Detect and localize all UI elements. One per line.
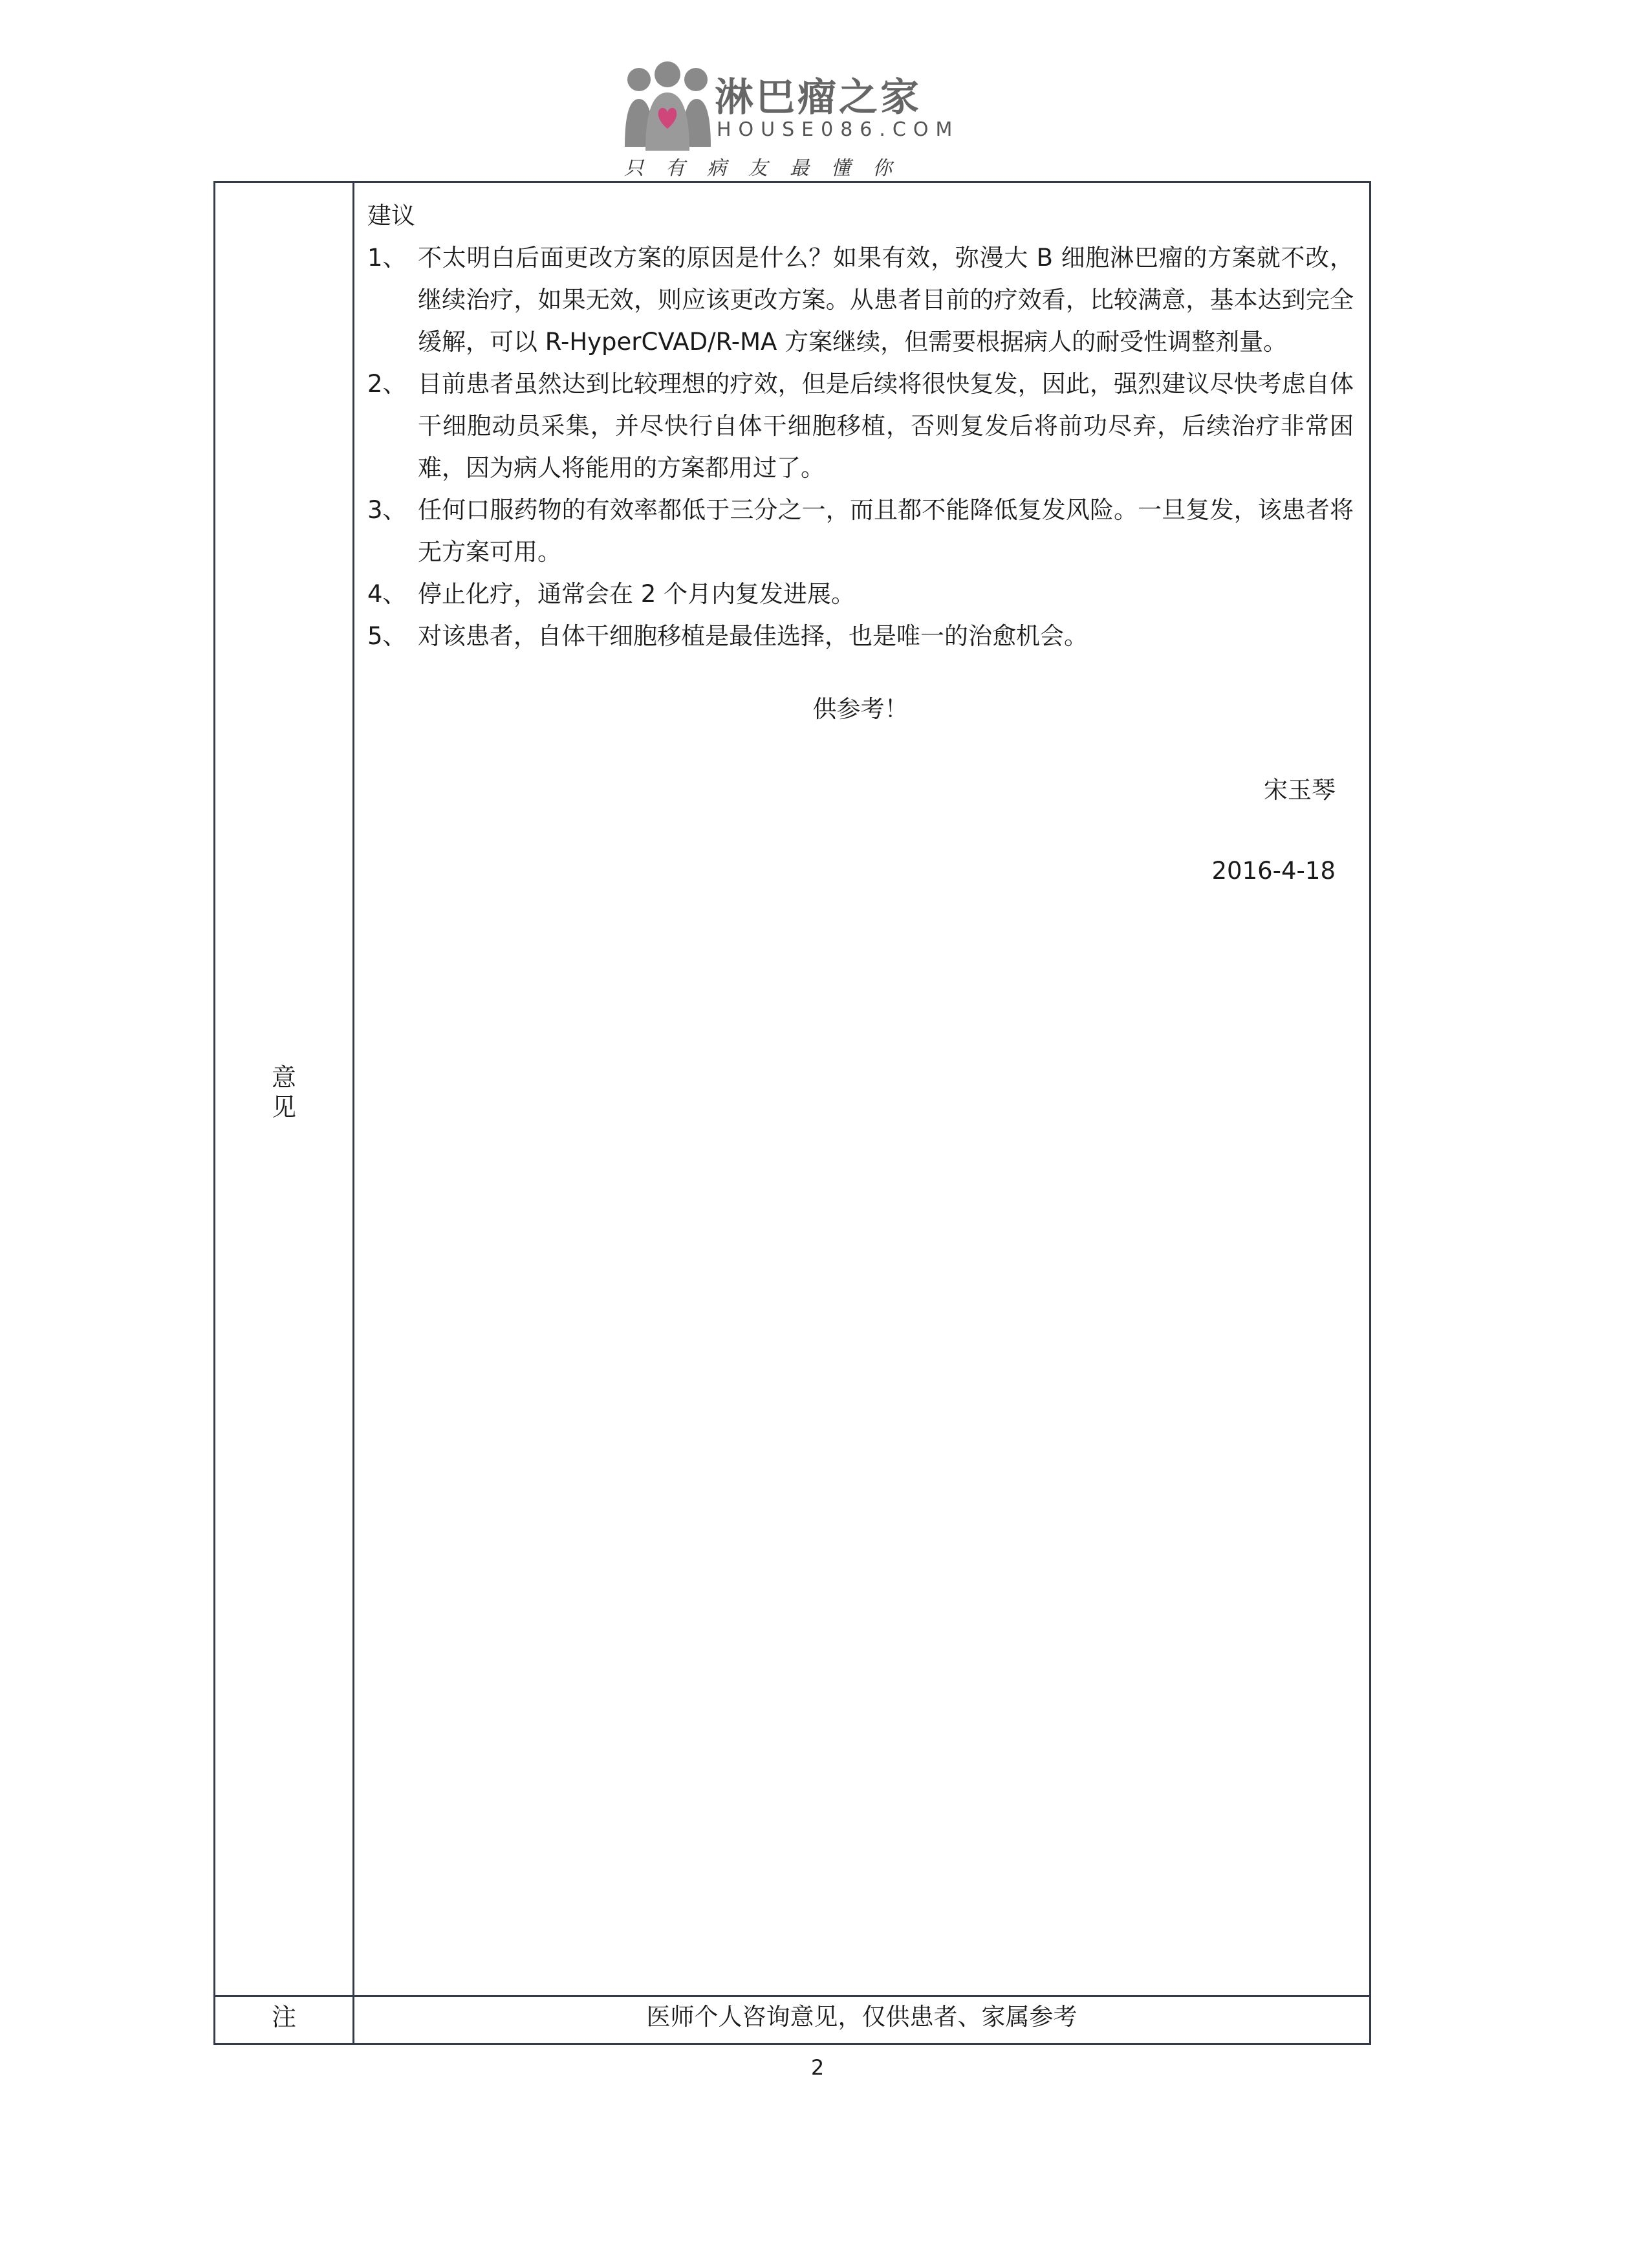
opinion-date: 2016-4-18 <box>1211 857 1336 885</box>
opinion-content <box>367 195 1354 892</box>
list-item <box>367 489 1354 573</box>
note-label: 注 <box>271 2003 296 2031</box>
item-text: 对该患者，自体干细胞移植是最佳选择，也是唯一的治愈机会。 <box>418 622 1088 650</box>
people-heart-logo-icon <box>621 61 715 152</box>
letterhead <box>621 61 960 184</box>
item-number: 2、 <box>367 370 407 398</box>
list-item <box>367 363 1354 489</box>
item-number: 4、 <box>367 580 407 608</box>
item-text: 不太明白后面更改方案的原因是什么？如果有效，弥漫大 B 细胞淋巴瘤的方案就不改，继续治疗，如果无效，则应该更改方案。从患者目前的疗效看，比较满意，基本达到完全缓解，可以 R-HyperCVAD/R-MA 方案继续，但需要根据病人的耐受性调整剂量。 <box>418 244 1354 356</box>
list-item <box>367 573 1354 615</box>
brand-slogan: 只有病友最懂你 <box>624 157 914 180</box>
disclaimer-note: 医师个人咨询意见，仅供患者、家属参考 <box>646 2003 1077 2031</box>
recommendation-list <box>367 237 1354 657</box>
item-number: 1、 <box>367 244 407 272</box>
list-item <box>367 615 1354 657</box>
page-number: 2 <box>810 2055 825 2080</box>
doctor-signature: 宋玉琴 <box>1264 776 1336 804</box>
opinion-label <box>215 1063 352 1122</box>
brand-url: HOUSE086.COM <box>717 118 960 141</box>
opinion-table <box>213 181 1371 2045</box>
item-text: 停止化疗，通常会在 2 个月内复发进展。 <box>418 580 856 608</box>
list-item <box>367 237 1354 363</box>
opinion-label-text: 意见 <box>271 1063 296 1121</box>
item-number: 5、 <box>367 622 407 650</box>
item-number: 3、 <box>367 496 407 524</box>
row-divider <box>215 1995 1369 1997</box>
closing-remark: 供参考！ <box>812 695 909 723</box>
opinion-heading: 建议 <box>367 202 415 230</box>
column-divider <box>352 183 354 2043</box>
item-text: 目前患者虽然达到比较理想的疗效，但是后续将很快复发，因此，强烈建议尽快考虑自体干细胞动员采集，并尽快行自体干细胞移植，否则复发后将前功尽弃，后续治疗非常困难，因为病人将能用的方案都用过了。 <box>418 370 1354 482</box>
brand-name: 淋巴瘤之家 <box>715 75 922 120</box>
item-text: 任何口服药物的有效率都低于三分之一，而且都不能降低复发风险。一旦复发，该患者将无方案可用。 <box>418 496 1354 566</box>
